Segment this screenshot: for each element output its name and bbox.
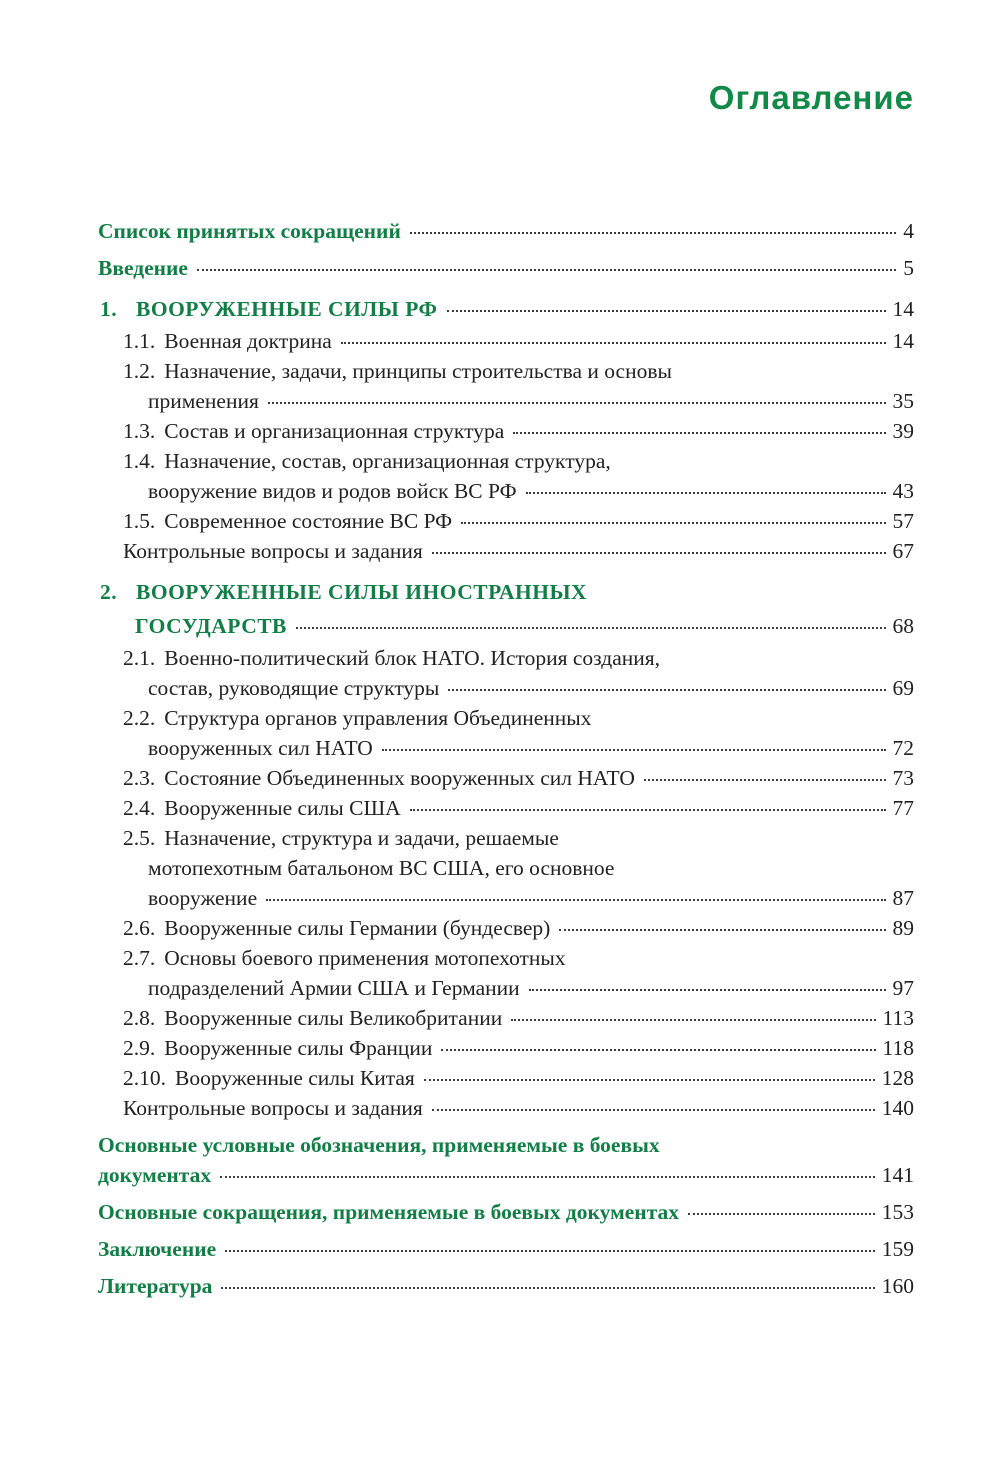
dot-leader [424,1075,875,1081]
page-number: 73 [892,766,914,790]
toc-entry-text: Вооруженные силы США [164,796,401,820]
dot-leader [644,775,886,781]
dot-leader [220,1172,875,1178]
toc-entry-text: Военно-политический блок НАТО. История создания, [164,646,661,670]
dot-leader [688,1209,875,1215]
dot-leader [410,805,886,811]
toc-entry-line [123,943,914,973]
toc-entry-number: 2.6. [123,916,156,940]
page-number: 68 [892,614,914,638]
toc-entry-line [123,823,914,853]
dot-leader [221,1283,874,1289]
toc-entry-number: 2.1. [123,646,156,670]
page-number: 43 [892,479,914,503]
page-number: 113 [882,1006,914,1030]
toc-entry-line [123,356,914,386]
toc-entry-text: Вооруженные силы Германии (бундесвер) [164,916,551,940]
page-number: 5 [903,256,914,280]
toc-entry-line [148,673,914,703]
toc-entry-text: Введение [98,256,188,280]
page-number: 77 [892,796,914,820]
toc-entry-line [123,643,914,673]
toc-entry-line [98,1234,914,1264]
toc-entry-text: Вооруженные силы Франции [164,1036,433,1060]
toc-entry-number: 1.3. [123,419,156,443]
toc-entry-text: документах [98,1163,212,1187]
toc-entry-line [123,913,914,943]
toc-entry-number: 2. [100,580,118,604]
toc-entry-text: Основные сокращения, применяемые в боевых документах [98,1200,679,1224]
dot-leader [461,518,885,524]
toc-entry-line [148,386,914,416]
dot-leader [526,488,886,494]
toc-entry-line [148,733,914,763]
toc-entry-text: подразделений Армии США и Германии [148,976,520,1000]
toc-entry-line [98,1271,914,1301]
dot-leader [559,925,885,931]
toc-entry-text: Назначение, задачи, принципы строительства и основы [164,359,672,383]
toc-entry-text: Основы боевого применения мотопехотных [164,946,566,970]
dot-leader [225,1246,875,1252]
page-number: 118 [882,1036,914,1060]
toc-entry-text: ВООРУЖЕННЫЕ СИЛЫ РФ [136,297,438,321]
dot-leader [296,623,886,629]
toc-entry-number: 2.2. [123,706,156,730]
toc-entry-number: 1.2. [123,359,156,383]
toc-entry-text: Назначение, структура и задачи, решаемые [164,826,559,850]
toc-entry-text: Современное состояние ВС РФ [164,509,453,533]
toc-entry-text: Литература [98,1274,213,1298]
page-number: 69 [892,676,914,700]
toc-entry-text: Контрольные вопросы и задания [123,539,423,563]
toc-entry-number: 2.9. [123,1036,156,1060]
toc-entry-text: Вооруженные силы Великобритании [164,1006,503,1030]
toc-entry-number: 1.4. [123,449,156,473]
dot-leader [513,428,885,434]
toc-entry-line [98,216,914,246]
toc-entry-line [123,703,914,733]
toc-entry-line [123,793,914,823]
dot-leader [529,985,886,991]
toc-entry-line [123,506,914,536]
toc-entry-text: мотопехотным батальоном ВС США, его основное [148,856,615,880]
toc-entry-text: Контрольные вопросы и задания [123,1096,423,1120]
page-number: 160 [881,1274,914,1298]
toc-entry-text: применения [148,389,259,413]
toc-entry-line [123,1093,914,1123]
dot-leader [511,1015,875,1021]
page-title: Оглавление [708,79,914,116]
toc-entry-line [98,1197,914,1227]
toc-entry-line [123,416,914,446]
toc-entry-number: 2.7. [123,946,156,970]
page-number: 141 [881,1163,914,1187]
toc-entry-line [123,1003,914,1033]
toc-entry-text: Назначение, состав, организационная структура, [164,449,611,473]
toc-entry-line [123,446,914,476]
toc-entry-text: ГОСУДАРСТВ [135,614,287,638]
toc-entry-number: 1. [100,297,118,321]
toc-entry-text: Список принятых сокращений [98,219,401,243]
toc-entry-line [148,476,914,506]
toc-entry-text: вооруженных сил НАТО [148,736,373,760]
dot-leader [447,306,886,312]
toc-entry-text: вооружение [148,886,258,910]
toc-entry-line [148,853,914,883]
toc-entry-number: 2.4. [123,796,156,820]
toc-entry-number: 2.8. [123,1006,156,1030]
dot-leader [266,895,885,901]
toc-entry-text: Основные условные обозначения, применяемые в боевых [98,1133,660,1157]
toc-entry-line [148,973,914,1003]
toc-entry-number: 1.1. [123,329,156,353]
toc-entry-line [123,1063,914,1093]
dot-leader [197,265,896,271]
toc-entry-line [123,326,914,356]
toc-entry-text: Состояние Объединенных вооруженных сил НАТО [164,766,635,790]
page-number: 67 [892,539,914,563]
dot-leader [441,1045,875,1051]
page-number: 140 [881,1096,914,1120]
page-number: 97 [892,976,914,1000]
page-number: 35 [892,389,914,413]
dot-leader [341,338,886,344]
toc-entry-text: ВООРУЖЕННЫЕ СИЛЫ ИНОСТРАННЫХ [136,580,588,604]
toc-entry-line [123,536,914,566]
toc-entry-text: Вооруженные силы Китая [175,1066,415,1090]
toc-entry-number: 2.3. [123,766,156,790]
page-number: 14 [892,329,914,353]
toc-entry-number: 2.10. [123,1066,166,1090]
page-number: 72 [892,736,914,760]
toc-entry-text: Структура органов управления Объединенных [164,706,592,730]
dot-leader [432,548,886,554]
toc-entry-line [100,575,914,609]
toc-entry-line [123,763,914,793]
toc-entry-number: 1.5. [123,509,156,533]
toc-entry-line [135,609,914,643]
toc-entry-number: 2.5. [123,826,156,850]
toc-entry-line [123,1033,914,1063]
dot-leader [432,1105,875,1111]
page-number: 4 [903,219,914,243]
page-number: 39 [892,419,914,443]
toc-entry-line [98,1130,914,1160]
page-number: 153 [881,1200,914,1224]
toc-entry-line [98,253,914,283]
toc-entry-line [148,883,914,913]
toc-entry-text: Состав и организационная структура [164,419,505,443]
toc-entry-line [100,292,914,326]
toc-entry-text: вооружение видов и родов войск ВС РФ [148,479,517,503]
page-number: 57 [892,509,914,533]
table-of-contents [98,216,914,1301]
dot-leader [448,685,885,691]
dot-leader [268,398,886,404]
dot-leader [382,745,886,751]
page-number: 159 [881,1237,914,1261]
page-number: 87 [892,886,914,910]
page-number: 128 [881,1066,914,1090]
toc-entry-text: Заключение [98,1237,217,1261]
toc-entry-text: Военная доктрина [164,329,332,353]
toc-entry-text: состав, руководящие структуры [148,676,440,700]
page-number: 14 [892,297,914,321]
toc-entry-line [98,1160,914,1190]
page-number: 89 [892,916,914,940]
dot-leader [410,228,896,234]
